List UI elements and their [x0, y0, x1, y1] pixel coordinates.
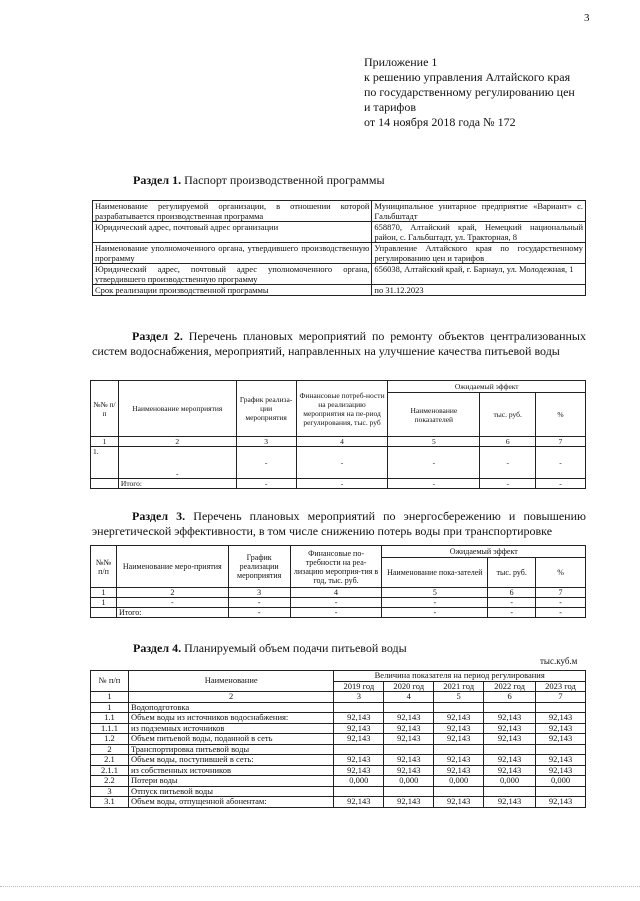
value-cell — [434, 744, 484, 755]
table-row — [91, 755, 586, 766]
value-cell — [536, 702, 586, 713]
value-cell: 92,143 — [434, 797, 484, 808]
repair-measures-table — [90, 380, 586, 489]
water-supply-table — [90, 670, 586, 808]
cell: - — [480, 479, 536, 489]
col-number: 3 — [228, 588, 290, 598]
value-cell: 92,143 — [434, 734, 484, 745]
table-header-row — [91, 671, 586, 682]
appendix-line: по государственному регулированию цен — [364, 85, 575, 99]
value-cell — [536, 744, 586, 755]
value-cell: 92,143 — [536, 723, 586, 734]
value-cell: 92,143 — [384, 734, 434, 745]
table-row — [91, 702, 586, 713]
row-name: Транспортировка питьевой воды — [128, 744, 333, 755]
appendix-header — [364, 55, 604, 130]
column-numbers-row — [91, 588, 586, 598]
row-number: 1 — [91, 702, 129, 713]
header-indicators: Наименование пока-зателей — [382, 558, 488, 588]
unit-label: тыс.куб.м — [540, 656, 578, 666]
appendix-line: к решению управления Алтайского края — [364, 70, 571, 84]
table-header-row — [91, 546, 586, 558]
cell: - — [382, 598, 488, 608]
page-number: 3 — [584, 12, 590, 24]
value-cell: 92,143 — [334, 713, 384, 724]
row-name: из подземных источников — [128, 723, 333, 734]
col-number: 5 — [382, 588, 488, 598]
col-number: 5 — [388, 437, 480, 447]
header-finance: Финансовые по-требности на реа-лизацию мероприя-тия в год, тыс. руб. — [290, 546, 382, 588]
header-year: 2019 год — [334, 681, 384, 692]
header-indicators: Наименование показателей — [388, 393, 480, 437]
section1-title-text: Паспорт производственной программы — [181, 173, 385, 187]
section1-title-bold: Раздел 1. — [133, 173, 182, 187]
table-row — [93, 201, 586, 222]
header-year: 2021 год — [434, 681, 484, 692]
appendix-line: и тарифов — [364, 100, 417, 114]
row-number: 2.2 — [91, 776, 129, 787]
header-name: Наименование — [128, 671, 333, 692]
col-number: 3 — [334, 692, 384, 703]
column-numbers-row — [91, 437, 586, 447]
value-cell — [384, 744, 434, 755]
value-cell: 92,143 — [434, 755, 484, 766]
col-number: 6 — [480, 437, 536, 447]
value-cell: 92,143 — [536, 797, 586, 808]
value-cell: 92,143 — [384, 713, 434, 724]
row-name: Потери воды — [128, 776, 333, 787]
value-cell — [484, 702, 536, 713]
passport-value: Управление Алтайского края по государственному регулированию цен и тарифов — [372, 243, 586, 264]
table-row — [91, 598, 586, 608]
value-cell: 92,143 — [334, 755, 384, 766]
table-row — [91, 447, 586, 479]
passport-label: Юридический адрес, почтовый адрес уполномоченного органа, утвердившего производственную программу — [93, 264, 372, 285]
value-cell — [434, 786, 484, 797]
value-cell: 92,143 — [536, 713, 586, 724]
table-row — [93, 243, 586, 264]
passport-label: Наименование регулируемой организации, в отношении которой разрабатывается производственная программа — [93, 201, 372, 222]
table-row — [91, 723, 586, 734]
cell: - — [388, 447, 480, 479]
value-cell: 0,000 — [334, 776, 384, 787]
header-percent: % — [536, 393, 586, 437]
passport-label: Срок реализации производственной программы — [93, 285, 372, 296]
col-number: 5 — [434, 692, 484, 703]
value-cell — [334, 786, 384, 797]
header-thousand: тыс. руб. — [480, 393, 536, 437]
column-numbers-row — [91, 692, 586, 703]
table-row — [91, 713, 586, 724]
value-cell: 92,143 — [384, 797, 434, 808]
header-schedule: График реализации мероприятия — [228, 546, 290, 588]
value-cell: 92,143 — [536, 765, 586, 776]
cell: - — [488, 608, 536, 618]
section2-title — [92, 329, 586, 359]
col-number: 4 — [290, 588, 382, 598]
value-cell: 92,143 — [384, 765, 434, 776]
passport-value: 658870, Алтайский край, Немецкий национальный район, с. Гальбштадт, ул. Тракторная, 8 — [372, 222, 586, 243]
cell: - — [116, 598, 228, 608]
cell: - — [118, 447, 236, 479]
appendix-line: от 14 ноября 2018 года № 172 — [364, 115, 516, 129]
table-row — [91, 786, 586, 797]
section3-title-text: Перечень плановых мероприятий по энергосбережению и повышению энергетической эффективности, в том числе снижению потерь воды при транспортировке — [92, 509, 586, 538]
total-row — [91, 479, 586, 489]
value-cell: 0,000 — [384, 776, 434, 787]
section4-title-text: Планируемый объем подачи питьевой воды — [181, 641, 407, 655]
value-cell: 92,143 — [434, 723, 484, 734]
header-name: Наименование мероприятия — [118, 381, 236, 437]
col-number: 6 — [488, 588, 536, 598]
section3-title-bold: Раздел 3. — [132, 509, 186, 523]
cell: - — [388, 479, 480, 489]
value-cell: 0,000 — [484, 776, 536, 787]
row-name: Объем воды из источников водоснабжения: — [128, 713, 333, 724]
header-num: № п/п — [91, 671, 129, 692]
cell: - — [488, 598, 536, 608]
col-number: 7 — [536, 692, 586, 703]
total-row — [91, 608, 586, 618]
row-number: 1.1 — [91, 713, 129, 724]
row-name: Объем воды, отпущенной абонентам: — [128, 797, 333, 808]
header-num: №№ п/п — [91, 381, 119, 437]
cell: - — [536, 479, 586, 489]
value-cell: 92,143 — [536, 755, 586, 766]
value-cell: 92,143 — [484, 723, 536, 734]
passport-label: Юридический адрес, почтовый адрес организации — [93, 222, 372, 243]
header-period: Величина показателя на период регулирования — [334, 671, 586, 682]
total-label: Итого: — [116, 608, 228, 618]
table-row — [93, 285, 586, 296]
col-number: 7 — [536, 588, 586, 598]
value-cell: 92,143 — [484, 765, 536, 776]
col-number: 6 — [484, 692, 536, 703]
value-cell: 92,143 — [484, 797, 536, 808]
cell: - — [536, 447, 586, 479]
col-number: 4 — [384, 692, 434, 703]
value-cell: 0,000 — [536, 776, 586, 787]
value-cell: 92,143 — [384, 723, 434, 734]
cell: - — [228, 598, 290, 608]
row-name: из собственных источников — [128, 765, 333, 776]
passport-label: Наименование уполномоченного органа, утвердившего производственную программу — [93, 243, 372, 264]
header-year: 2020 год — [384, 681, 434, 692]
value-cell: 92,143 — [484, 713, 536, 724]
value-cell — [434, 702, 484, 713]
cell: 1 — [91, 598, 117, 608]
cell: - — [382, 608, 488, 618]
col-number: 7 — [536, 437, 586, 447]
total-label: Итого: — [118, 479, 236, 489]
row-name: Водоподготовка — [128, 702, 333, 713]
water-supply-body — [91, 702, 586, 807]
header-num: №№ п/п — [91, 546, 117, 588]
value-cell: 92,143 — [334, 734, 384, 745]
section3-title — [92, 509, 586, 539]
col-number: 2 — [118, 437, 236, 447]
row-name: Отпуск питьевой воды — [128, 786, 333, 797]
cell: - — [296, 479, 388, 489]
col-number: 2 — [116, 588, 228, 598]
section1-title — [133, 173, 385, 188]
row-number: 1.2 — [91, 734, 129, 745]
header-year: 2022 год — [484, 681, 536, 692]
header-year: 2023 год — [536, 681, 586, 692]
table-row — [91, 734, 586, 745]
table-row — [91, 776, 586, 787]
value-cell — [484, 786, 536, 797]
cell: 1. — [91, 447, 119, 479]
header-effect: Ожидаемый эффект — [382, 546, 586, 558]
value-cell — [484, 744, 536, 755]
col-number: 1 — [91, 588, 117, 598]
row-number: 2.1 — [91, 755, 129, 766]
value-cell — [384, 786, 434, 797]
value-cell: 92,143 — [434, 765, 484, 776]
row-number: 3.1 — [91, 797, 129, 808]
value-cell: 92,143 — [334, 797, 384, 808]
row-number: 1.1.1 — [91, 723, 129, 734]
value-cell: 92,143 — [334, 723, 384, 734]
cell: - — [480, 447, 536, 479]
header-effect: Ожидаемый эффект — [388, 381, 586, 393]
row-name: Объем воды, поступившей в сеть: — [128, 755, 333, 766]
section4-title — [133, 641, 407, 656]
table-row — [91, 744, 586, 755]
header-name: Наименование меро-приятия — [116, 546, 228, 588]
section2-title-bold: Раздел 2. — [132, 329, 183, 343]
passport-value: Муниципальное унитарное предприятие «Вариант» с. Гальбштадт — [372, 201, 586, 222]
cell: - — [536, 598, 586, 608]
header-schedule: График реализа-ции мероприятия — [236, 381, 296, 437]
value-cell: 92,143 — [536, 734, 586, 745]
section2-title-text: Перечень плановых мероприятий по ремонту объектов централизованных систем водоснабжения, мероприятий, направленных на улучшение качества питьевой воды — [92, 329, 586, 358]
value-cell — [384, 702, 434, 713]
value-cell: 92,143 — [334, 765, 384, 776]
col-number: 3 — [236, 437, 296, 447]
value-cell — [536, 786, 586, 797]
cell: - — [290, 598, 382, 608]
table-row — [91, 797, 586, 808]
value-cell — [334, 702, 384, 713]
col-number: 1 — [91, 692, 129, 703]
passport-value: по 31.12.2023 — [372, 285, 586, 296]
cell: - — [228, 608, 290, 618]
value-cell: 92,143 — [484, 755, 536, 766]
header-finance: Финансовые потреб-ности на реализацию мероприятия на пе-риод регулирования, тыс. руб — [296, 381, 388, 437]
row-name: Объем питьевой воды, поданной в сеть — [128, 734, 333, 745]
cell: - — [236, 447, 296, 479]
section4-title-bold: Раздел 4. — [133, 641, 182, 655]
value-cell: 92,143 — [434, 713, 484, 724]
passport-value: 656038, Алтайский край, г. Барнаул, ул. Молодежная, 1 — [372, 264, 586, 285]
energy-measures-table — [90, 545, 586, 618]
cell: - — [290, 608, 382, 618]
row-number: 2.1.1 — [91, 765, 129, 776]
table-row — [93, 222, 586, 243]
value-cell: 92,143 — [484, 734, 536, 745]
col-number: 2 — [128, 692, 333, 703]
value-cell: 0,000 — [434, 776, 484, 787]
value-cell — [334, 744, 384, 755]
appendix-line: Приложение 1 — [364, 55, 438, 69]
row-number: 3 — [91, 786, 129, 797]
cell: - — [536, 608, 586, 618]
row-number: 2 — [91, 744, 129, 755]
table-row — [93, 264, 586, 285]
table-header-row — [91, 381, 586, 393]
col-number: 1 — [91, 437, 119, 447]
cell: - — [236, 479, 296, 489]
passport-table — [92, 200, 586, 296]
value-cell: 92,143 — [384, 755, 434, 766]
cell: - — [296, 447, 388, 479]
table-row — [91, 765, 586, 776]
header-thousand: тыс. руб. — [488, 558, 536, 588]
scan-edge-line — [0, 886, 640, 887]
col-number: 4 — [296, 437, 388, 447]
header-percent: % — [536, 558, 586, 588]
